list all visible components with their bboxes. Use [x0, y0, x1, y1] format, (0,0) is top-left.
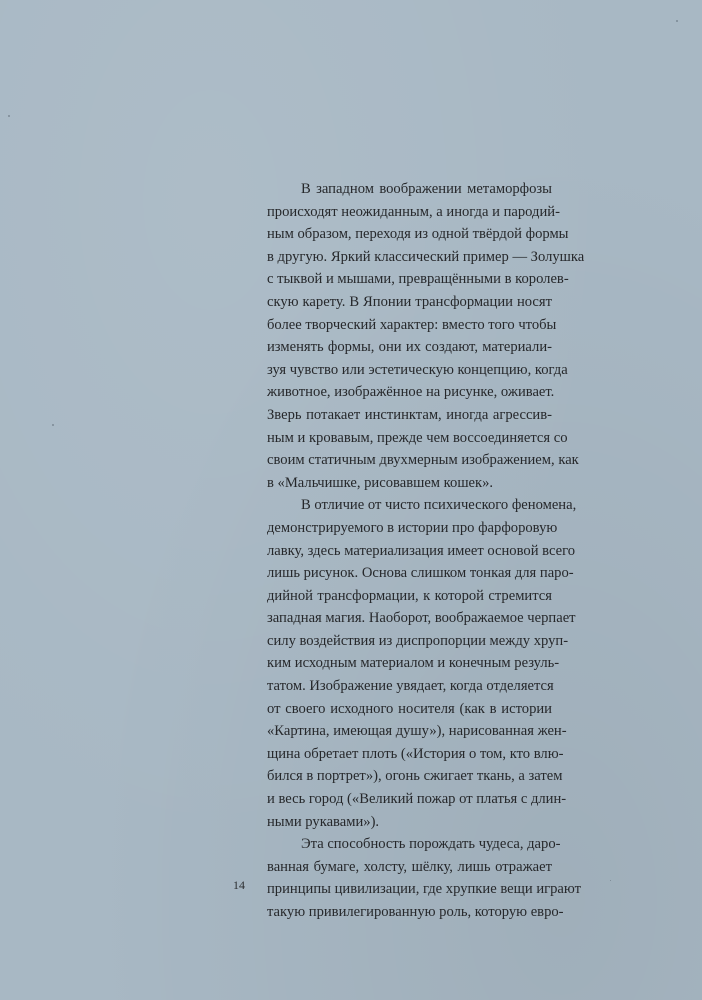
text-line: ными рукавами»).: [267, 813, 380, 830]
text-line: дийной трансформации, к которой стремится: [267, 587, 552, 604]
text-line: в другую. Яркий классический пример — Золушка: [267, 248, 585, 265]
text-line: животное, изображённое на рисунке, оживает.: [267, 384, 555, 401]
text-line: от своего исходного носителя (как в истории: [267, 700, 552, 717]
text-line: происходят неожиданным, а иногда и пародий-: [267, 203, 560, 220]
paper-speck: [610, 880, 611, 881]
text-line: такую привилегированную роль, которую евро-: [267, 904, 564, 920]
text-line: ным образом, переходя из одной твёрдой формы: [267, 226, 569, 243]
text-line: западная магия. Наоборот, воображаемое черпает: [267, 610, 576, 627]
text-line: щина обретает плоть («История о том, кто влю-: [267, 745, 564, 762]
text-line: с тыквой и мышами, превращёнными в королев-: [267, 271, 569, 288]
text-line: Эта способность порождать чудеса, даро-: [301, 836, 561, 853]
text-line: изменять формы, они их создают, материали-: [267, 339, 552, 356]
text-line: Зверь потакает инстинктам, иногда агрессив-: [267, 406, 552, 423]
paragraph-1: [233, 178, 585, 494]
text-line: и весь город («Великий пожар от платья с длин-: [267, 791, 567, 808]
paper-speck: [676, 20, 678, 22]
text-line: бился в портрет»), огонь сжигает ткань, а затем: [267, 768, 563, 785]
text-line: В западном воображении метаморфозы: [301, 181, 552, 197]
text-line: своим статичным двухмерным изображением, как: [267, 452, 579, 469]
text-line: демонстрируемого в истории про фарфоровую: [267, 519, 558, 536]
text-line: ным и кровавым, прежде чем воссоединяется со: [267, 429, 568, 446]
text-line: лавку, здесь материализация имеет основой всего: [267, 542, 576, 559]
text-line: скую карету. В Японии трансформации носят: [267, 293, 552, 310]
text-line: зуя чувство или эстетическую концепцию, когда: [267, 361, 568, 378]
text-line: более творческий характер: вместо того чтобы: [267, 316, 557, 333]
body-text: [233, 178, 585, 924]
text-line: «Картина, имеющая душу»), нарисованная жен-: [267, 723, 567, 740]
paragraph-3: [233, 833, 581, 923]
page-number: 14: [233, 878, 245, 892]
text-line: в «Мальчишке, рисовавшем кошек».: [267, 474, 494, 491]
text-line: ким исходным материалом и конечным резуль-: [267, 655, 560, 672]
text-line: лишь рисунок. Основа слишком тонкая для паро-: [267, 565, 574, 582]
paper-speck: [52, 424, 54, 426]
text-line: В отличие от чисто психического феномена,: [301, 497, 577, 514]
text-line: принципы цивилизации, где хрупкие вещи играют: [267, 881, 581, 898]
paragraph-2: [233, 494, 577, 833]
text-line: силу воздействия из диспропорции между хруп-: [267, 632, 569, 649]
text-line: татом. Изображение увядает, когда отделяется: [267, 678, 554, 695]
text-line: ванная бумаге, холсту, шёлку, лишь отражает: [267, 858, 552, 875]
paper-speck: [8, 115, 10, 117]
